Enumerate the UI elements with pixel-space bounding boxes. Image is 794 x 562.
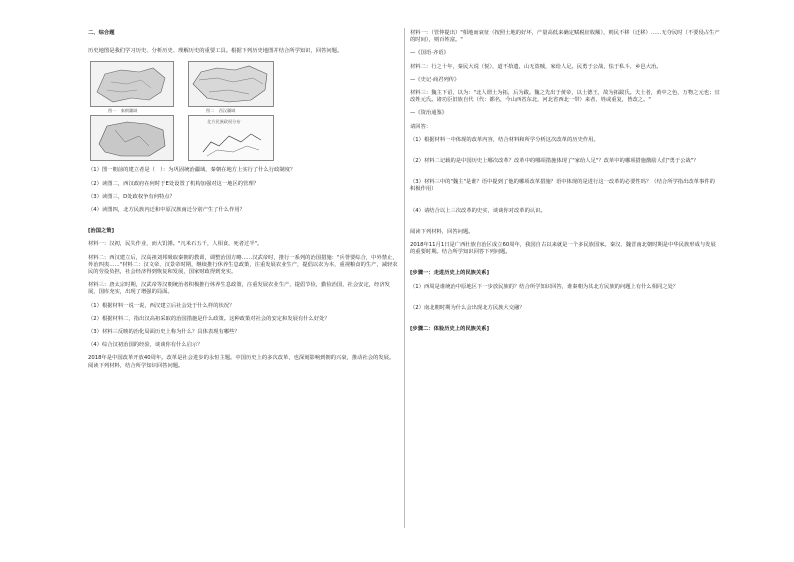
- map-west-han-territory: [188, 61, 274, 107]
- step-1-heading: [步骤一：走进历史上的民族关系]: [410, 270, 489, 277]
- closing-text: 2018年是中国改革开放40周年。改革是社会进步的永恒主题。中国历史上的多次改革，也深刻影响到朝的兴衰，推动社会的发展。阅读下列材料，结合所学知识回答问题。: [88, 355, 395, 369]
- material-1: 材料一：汉初，民失作业，而大饥馑。"凡米石五千，人相食，死者过半"。: [88, 241, 263, 248]
- source-a: —《国语·齐语》: [410, 50, 449, 57]
- material-3: 材料三：唐太宗时期，汉武帝等汉朝统治者积极推行休养生息政策，注重发展农业生产，提倡节俭，勤俭治国，社会安定，经济发展，国库充实，出现了增强的局面。: [88, 282, 390, 296]
- source-c: —《资治通鉴》: [410, 110, 448, 117]
- material-b: 材料二：行之十年，秦民大说（悦），道不拾遗，山无盗贼，家给人足。民勇于公战，怯于私斗，乡邑大治。: [410, 63, 662, 70]
- question-4: （4）读图四，北方民族内迁和中原汉族南迁分别产生了什么作用？: [88, 207, 245, 214]
- question-2: （2）读图二，西汉政府在何时于E处设置了机构加强对这一地区的管理？: [88, 180, 259, 187]
- map-qin-territory: [90, 61, 174, 107]
- question-8: （4）综合汉初治国的经验，谈谈你有什么启示？: [88, 342, 203, 349]
- material-d: 2018年11月1日是广西壮族自治区成立60周年，我国自古以来就是一个多民族国家。秦汉、魏晋南北朝时期是中华民族形成与发展的重要时期。结合所学知识回答下列问题。: [410, 242, 716, 256]
- intro-text: 历史地图是我们学习历史、分析历史、理解历史的重要工具。根据下列历史地图并结合所学知识，回答问题。: [88, 48, 343, 55]
- material-heading: [治国之策]: [88, 228, 115, 235]
- reform-question-4: （4）请结合以上三次改革的史实，谈谈你对改革的认识。: [410, 207, 546, 214]
- material-a: 材料一：（管仲提出）"相地而衰征（按照土地的好坏，产量高低来确定赋税征收额），则民不移（迁移）……无夺民时（不要侵占生产的时间），则百姓富。": [410, 30, 720, 44]
- reform-question-3: （3）材料三中的"魏主"是谁？语中提到了他的哪项改革措施？语中体现的是进行这一改革的必要性吗？（结合所学指出改革事件的积极作用）: [410, 179, 715, 193]
- map-north-regimes: [188, 115, 274, 161]
- map-three: [90, 115, 174, 161]
- step-question-1: （1）西周是谁统治中原地区下一步放民族的？结合所学知识回答，谁秦朝为其北方民族的问题上有什么相同之处？: [410, 283, 679, 290]
- section-title: 二、综合题: [88, 30, 115, 36]
- reading-instruction: 阅读下列材料，回答问题。: [410, 228, 474, 235]
- question-3: （3）读图三，D处政权争有何特点？: [88, 193, 175, 200]
- right-column: [410, 30, 720, 339]
- question-1: （1）图一朝前的建立者是（ ）：为巩固统治疆域，秦朝在地方上实行了什么行政制度？: [88, 167, 296, 174]
- map-caption-3: 北方民族政权分布: [207, 119, 241, 125]
- step-question-2: （2）南北朝时期为什么会出现北方民族大交融？: [410, 304, 525, 311]
- answer-prompt: 请回答：: [410, 123, 432, 130]
- reform-question-1: （1）根据材料一中体现的改革内容，结合材料和所学分析这次改革的历史作用。: [410, 136, 599, 143]
- column-divider: [404, 28, 405, 528]
- left-column: [88, 30, 398, 376]
- step-2-heading: [步骤二：体验历史上的民族关系]: [410, 326, 489, 333]
- reform-question-2: （2）材料二记载的是中国历史上哪次改革？改革中的哪项措施体现了"家给人足"？改革中的哪项措施激励人们"勇于公战"？: [410, 158, 699, 165]
- map-group: [88, 61, 398, 161]
- map-caption-1: 图一 秦朝疆域: [108, 108, 138, 114]
- map-caption-2: 图二 西汉疆域: [206, 108, 236, 114]
- material-c: 材料三：魏主下诏，以为："北人谓土为拓，后为跋。魏之先出于黄帝，以土德王，故为拓跋氏。夫土者，黄中之色，万物之元也；宜改姓元氏。诸功臣旧族自代（代：都名，今山西省东北，河北省西北一带）来者，姓或重复，皆改之。": [410, 90, 720, 104]
- question-6: （2）根据材料二，指出汉高祖采取的治国措施是什么政策。这种政策对社会的安定和发展有什么好处？: [88, 315, 330, 322]
- question-7: （3）材料三反映的治化局面历史上称为什么？具体表现有哪些？: [88, 329, 240, 336]
- material-2: 材料二：西汉建立后，汉高祖刘邦吸取秦朝的教训，调整治国方略……汉武帝时，推行一系列的治国措施："兵誉要综合，中外禁止，外治四夷……"材料二：汉文帝、汉景帝时期，继续推行休养生息政策，注重发展农业生产，提倡以农为本，重视粮食的生产，减轻农民的劳役负担，社会经济得到恢复和发展，国家财政得到充实。: [88, 254, 398, 276]
- question-5: （1）根据材料一说一说，西汉建立后社会处于什么样的状况？: [88, 302, 235, 309]
- source-b: —《史记·商君列传》: [410, 76, 460, 83]
